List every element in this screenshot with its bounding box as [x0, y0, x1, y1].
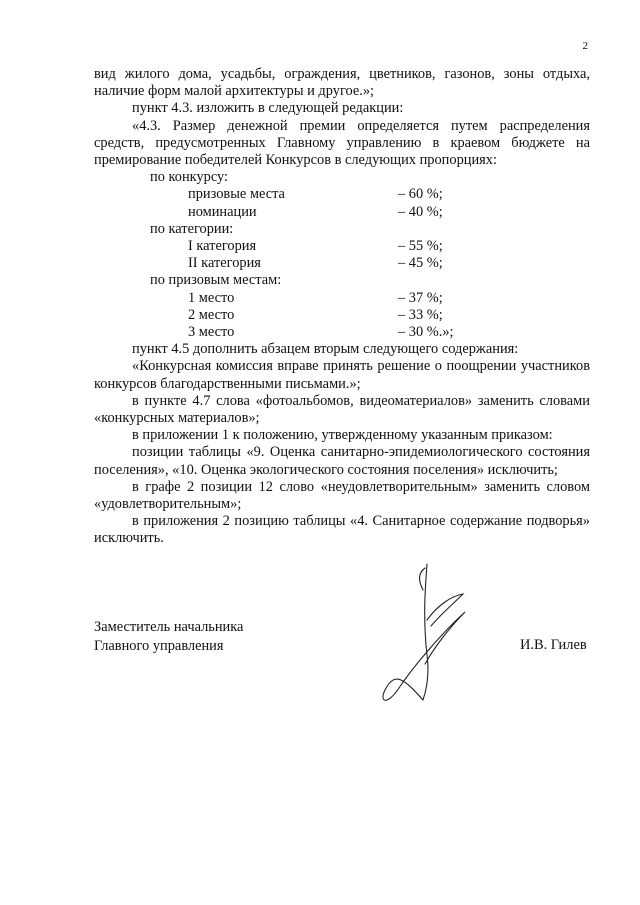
- group-heading-contest: по конкурсу:: [150, 169, 229, 186]
- signatory-title-line: Главного управления: [94, 638, 224, 654]
- paragraph-clause-4-5-text: «Конкурсная комиссия вправе принять решение о поощрении участников конкурсов благодарственными письмами.»;: [94, 358, 590, 392]
- paragraph-appendix-1-intro: в приложении 1 к положению, утвержденному указанным приказом:: [132, 427, 553, 444]
- proportion-label: I категория: [188, 237, 257, 254]
- paragraph-clause-4-5-intro: пункт 4.5 дополнить абзацем вторым следующего содержания:: [132, 341, 519, 358]
- proportion-row: [94, 255, 590, 272]
- proportion-value: – 30 %.»;: [398, 323, 454, 340]
- proportion-value: – 60 %;: [398, 186, 443, 203]
- proportion-label: номинации: [188, 203, 257, 220]
- proportions-list: [94, 169, 590, 341]
- group-heading-category: по категории:: [150, 220, 234, 237]
- paragraph-clause-4-3-intro: пункт 4.3. изложить в следующей редакции:: [132, 100, 404, 117]
- proportion-value: – 40 %;: [398, 203, 443, 220]
- proportion-value: – 45 %;: [398, 255, 443, 272]
- proportion-label: 2 место: [188, 306, 235, 323]
- signatory-name: И.В. Гилев: [520, 637, 587, 653]
- paragraph-clause-4-3-text: «4.3. Размер денежной премии определяется путем распределения средств, предусмотренных Главному управлению в краевом бюджете на премирование победителей Конкурсов в следующих пропорциях:: [94, 117, 590, 169]
- proportion-row: [94, 290, 590, 307]
- proportion-label: призовые места: [188, 186, 285, 203]
- proportion-value: – 37 %;: [398, 289, 443, 306]
- group-heading-places: по призовым местам:: [150, 272, 282, 289]
- proportion-row: [94, 324, 590, 341]
- paragraph-continuation: вид жилого дома, усадьбы, ограждения, цветников, газонов, зоны отдыха, наличие форм малой архитектуры и другое.»;: [94, 66, 590, 100]
- proportion-row: [94, 204, 590, 221]
- proportion-row: [94, 186, 590, 203]
- page-number: 2: [582, 40, 588, 52]
- paragraph-appendix-2: в приложения 2 позицию таблицы «4. Санитарное содержание подворья» исключить.: [94, 513, 590, 547]
- paragraph-appendix-1-positions: позиции таблицы «9. Оценка санитарно-эпидемиологического состояния поселения», «10. Оценка экологического состояния поселения» исключить;: [94, 444, 590, 478]
- proportion-row: [94, 238, 590, 255]
- proportion-label: II категория: [188, 255, 261, 272]
- document-body: [94, 66, 590, 548]
- paragraph-clause-4-7: в пункте 4.7 слова «фотоальбомов, видеоматериалов» заменить словами «конкурсных материалов»;: [94, 392, 590, 426]
- signatory-title: [94, 618, 243, 656]
- proportion-value: – 55 %;: [398, 237, 443, 254]
- handwritten-signature: [365, 560, 485, 710]
- proportion-label: 1 место: [188, 289, 235, 306]
- proportion-row: [94, 307, 590, 324]
- proportion-value: – 33 %;: [398, 306, 443, 323]
- paragraph-appendix-1-column-2: в графе 2 позиции 12 слово «неудовлетворительным» заменить словом «удовлетворительным»;: [94, 478, 590, 512]
- signatory-title-line: Заместитель начальника: [94, 619, 244, 635]
- proportion-label: 3 место: [188, 323, 235, 340]
